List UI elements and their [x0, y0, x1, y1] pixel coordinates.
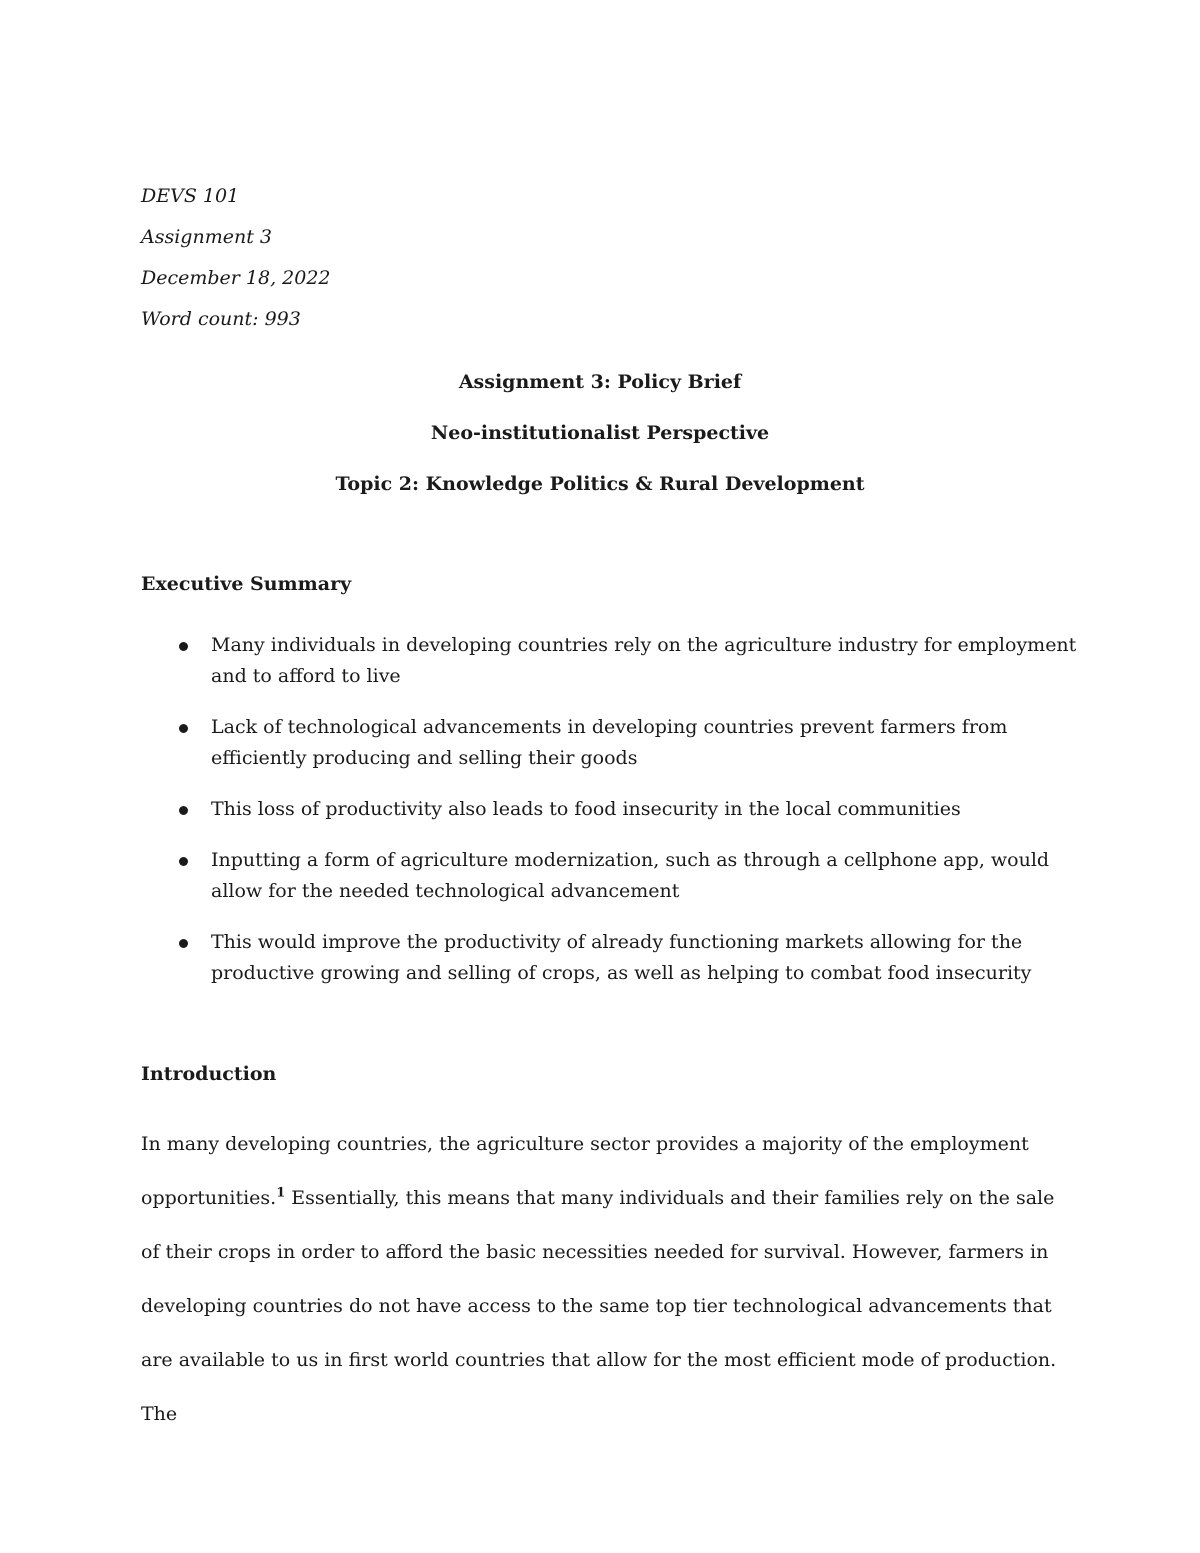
executive-summary-list: [141, 630, 1081, 1009]
list-item-text: Inputting a form of agriculture modernization, such as through a cellphone app, would allow for the needed technological advancement: [211, 849, 1050, 902]
intro-text-part-1: In many developing countries, the agriculture sector provides a majority of the employment opportunities.: [141, 1133, 1029, 1209]
course-code: DEVS 101: [141, 185, 240, 207]
introduction-paragraph: [141, 1117, 1061, 1441]
list-item: [141, 630, 1081, 692]
title-block: [0, 367, 1200, 520]
assignment-label: Assignment 3: [141, 226, 272, 248]
bullet-icon: [179, 642, 188, 651]
bullet-icon: [179, 806, 188, 815]
executive-summary-heading: Executive Summary: [141, 573, 352, 595]
date: December 18, 2022: [141, 267, 331, 289]
bullet-icon: [179, 857, 188, 866]
bullet-icon: [179, 724, 188, 733]
document-title: Assignment 3: Policy Brief: [458, 371, 742, 393]
document-header: [141, 180, 331, 344]
list-item-text: This would improve the productivity of already functioning markets allowing for the productive growing and selling of crops, as well as helping to combat food insecurity: [211, 931, 1032, 984]
list-item: [141, 845, 1081, 907]
list-item-text: This loss of productivity also leads to food insecurity in the local communities: [211, 798, 961, 820]
topic-title: Topic 2: Knowledge Politics & Rural Development: [335, 473, 865, 495]
bullet-icon: [179, 939, 188, 948]
introduction-heading: Introduction: [141, 1063, 277, 1085]
list-item: [141, 712, 1081, 774]
list-item-text: Many individuals in developing countries rely on the agriculture industry for employment and to afford to live: [211, 634, 1077, 687]
list-item: [141, 794, 1081, 825]
perspective-title: Neo-institutionalist Perspective: [430, 422, 770, 444]
list-item-text: Lack of technological advancements in developing countries prevent farmers from efficiently producing and selling their goods: [211, 716, 1008, 769]
word-count: Word count: 993: [141, 308, 301, 330]
list-item: [141, 927, 1081, 989]
footnote-marker[interactable]: 1: [276, 1185, 286, 1201]
intro-text-part-2: Essentially, this means that many individuals and their families rely on the sale of their crops in order to afford the basic necessities needed for survival. However, farmers in developing countries do not have access to the same top tier technological advancements that are available to us in first world countries that allow for the most efficient mode of production. The: [141, 1187, 1057, 1425]
